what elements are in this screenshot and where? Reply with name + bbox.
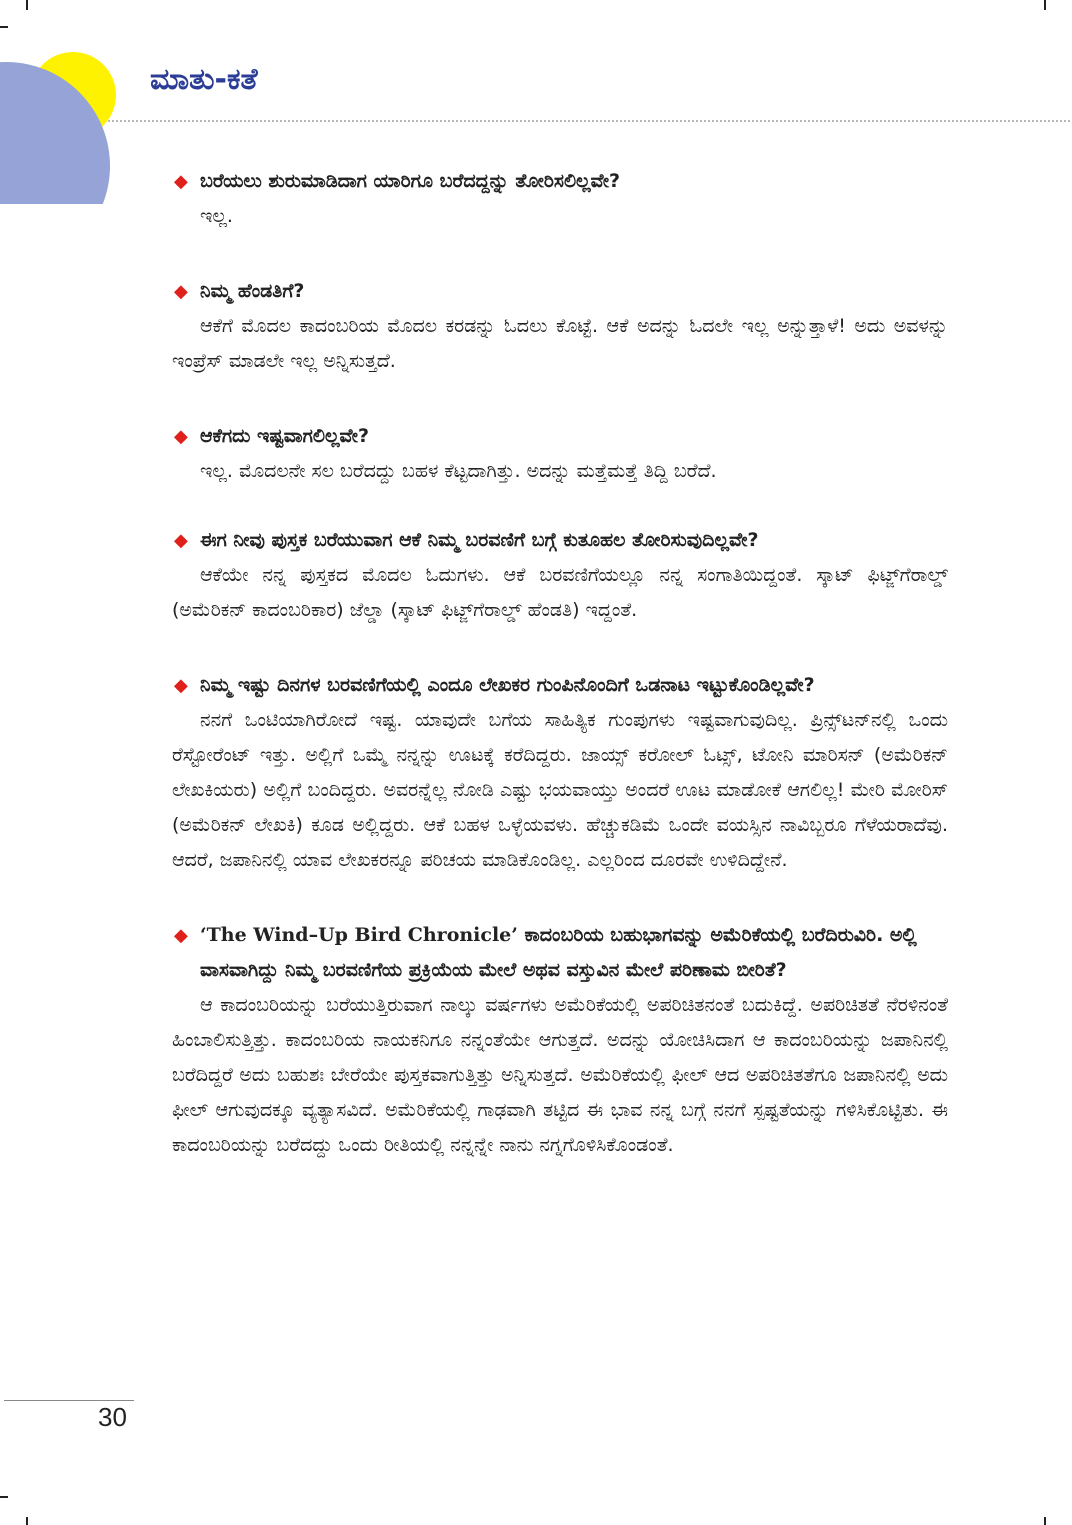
decorative-mask <box>0 204 130 294</box>
question <box>172 164 948 199</box>
question <box>172 523 948 558</box>
question-text: ಬರೆಯಲು ಶುರುಮಾಡಿದಾಗ ಯಾರಿಗೂ ಬರೆದದ್ದನ್ನು ತೋರಿಸಲಿಲ್ಲವೇ? <box>200 170 621 192</box>
answer: ಆಕೆಯೇ ನನ್ನ ಪುಸ್ತಕದ ಮೊದಲ ಓದುಗಳು. ಆಕೆ ಬರವಣಿಗೆಯಲ್ಲೂ ನನ್ನ ಸಂಗಾತಿಯಿದ್ದಂತೆ. ಸ್ಕಾಟ್ ಫಿಟ್ಜ್‌ಗೆರಾಲ್ಡ್ (ಅಮೆರಿಕನ್ ಕಾದಂಬರಿಕಾರ) ಜೆಲ್ಡಾ (ಸ್ಕಾಟ್ ಫಿಟ್ಜ್‌ಗೆರಾಲ್ಡ್ ಹೆಂಡತಿ) ಇದ್ದಂತೆ. <box>172 564 948 621</box>
header-divider <box>108 120 1070 122</box>
page-number: 30 <box>98 1402 127 1432</box>
crop-mark-top-left <box>26 0 28 10</box>
footer-divider <box>4 1400 134 1401</box>
question <box>172 274 948 309</box>
red-diamond-icon: ◆ <box>174 281 188 302</box>
page-title: ಮಾತು-ಕತೆ <box>150 62 258 97</box>
qa-block <box>172 274 948 379</box>
qa-block <box>172 668 948 878</box>
qa-block <box>172 523 948 628</box>
question <box>172 668 948 703</box>
red-diamond-icon: ◆ <box>174 925 188 946</box>
crop-mark-left-lower <box>0 1496 8 1498</box>
crop-mark-left-upper <box>0 26 8 28</box>
red-diamond-icon: ◆ <box>174 426 188 447</box>
answer: ಆಕೆಗೆ ಮೊದಲ ಕಾದಂಬರಿಯ ಮೊದಲ ಕರಡನ್ನು ಓದಲು ಕೊಟ್ಟೆ. ಆಕೆ ಅದನ್ನು ಓದಲೇ ಇಲ್ಲ ಅನ್ನುತ್ತಾಳೆ! ಅದು ಅವಳನ್ನು ಇಂಪ್ರೆಸ್ ಮಾಡಲೇ ಇಲ್ಲ ಅನ್ನಿಸುತ್ತದೆ. <box>172 315 948 372</box>
qa-block <box>172 419 948 489</box>
question <box>172 419 948 454</box>
red-diamond-icon: ◆ <box>174 530 188 551</box>
book-title: ‘The Wind–Up Bird Chronicle’ <box>200 924 518 946</box>
qa-block <box>172 164 948 234</box>
question-text: ಆಕೆಗದು ಇಷ್ಟವಾಗಲಿಲ್ಲವೇ? <box>200 425 370 447</box>
crop-mark-top-right <box>1044 0 1046 10</box>
interview-content <box>172 164 948 1203</box>
question <box>172 918 948 988</box>
question-text: ನಿಮ್ಮ ಇಷ್ಟು ದಿನಗಳ ಬರವಣಿಗೆಯಲ್ಲಿ ಎಂದೂ ಲೇಖಕರ ಗುಂಪಿನೊಂದಿಗೆ ಒಡನಾಟ ಇಟ್ಟುಕೊಂಡಿಲ್ಲವೇ? <box>200 674 815 696</box>
question-text: ಕಾದಂಬರಿಯ ಬಹುಭಾಗವನ್ನು ಅಮೆರಿಕೆಯಲ್ಲಿ ಬರೆದಿರುವಿರಿ. ಅಲ್ಲಿ ವಾಸವಾಗಿದ್ದು ನಿಮ್ಮ ಬರವಣಿಗೆಯ ಪ್ರಕ್ರಿಯೆಯ ಮೇಲೆ ಅಥವ ವಸ್ತುವಿನ ಮೇಲೆ ಪರಿಣಾಮ ಬೀರಿತೆ? <box>200 924 917 981</box>
crop-mark-bottom-left <box>26 1517 28 1525</box>
red-diamond-icon: ◆ <box>174 171 188 192</box>
answer: ಇಲ್ಲ. <box>200 205 233 227</box>
question-text: ಈಗ ನೀವು ಪುಸ್ತಕ ಬರೆಯುವಾಗ ಆಕೆ ನಿಮ್ಮ ಬರವಣಿಗೆ ಬಗ್ಗೆ ಕುತೂಹಲ ತೋರಿಸುವುದಿಲ್ಲವೇ? <box>200 529 759 551</box>
question-text: ನಿಮ್ಮ ಹೆಂಡತಿಗೆ? <box>200 280 305 302</box>
answer: ನನಗೆ ಒಂಟಿಯಾಗಿರೋದೆ ಇಷ್ಟ. ಯಾವುದೇ ಬಗೆಯ ಸಾಹಿತ್ಯಿಕ ಗುಂಪುಗಳು ಇಷ್ಟವಾಗುವುದಿಲ್ಲ. ಪ್ರಿನ್ಸ್‌ಟನ್‌ನಲ್ಲಿ ಒಂದು ರೆಸ್ಟೋರೆಂಟ್ ಇತ್ತು. ಅಲ್ಲಿಗೆ ಒಮ್ಮೆ ನನ್ನನ್ನು ಊಟಕ್ಕೆ ಕರೆದಿದ್ದರು. ಜಾಯ್ಸ್ ಕರೋಲ್ ಓಟ್ಸ್, ಟೋನಿ ಮಾರಿಸನ್ (ಅಮೆರಿಕನ್ ಲೇಖಕಿಯರು) ಅಲ್ಲಿಗೆ ಬಂದಿದ್ದರು. ಅವರನ್ನೆಲ್ಲ ನೋಡಿ ಎಷ್ಟು ಭಯವಾಯ್ತು ಅಂದರೆ ಊಟ ಮಾಡೋಕೆ ಆಗಲಿಲ್ಲ! ಮೇರಿ ಮೋರಿಸ್ (ಅಮೆರಿಕನ್ ಲೇಖಕಿ) ಕೂಡ ಅಲ್ಲಿದ್ದರು. ಆಕೆ ಬಹಳ ಒಳ್ಳೆಯವಳು. ಹೆಚ್ಚುಕಡಿಮೆ ಒಂದೇ ವಯಸ್ಸಿನ ನಾವಿಬ್ಬರೂ ಗೆಳೆಯರಾದೆವು. ಆದರೆ, ಜಪಾನಿನಲ್ಲಿ ಯಾವ ಲೇಖಕರನ್ನೂ ಪರಿಚಯ ಮಾಡಿಕೊಂಡಿಲ್ಲ. ಎಲ್ಲರಿಂದ ದೂರವೇ ಉಳಿದಿದ್ದೇನೆ. <box>172 709 948 871</box>
crop-mark-bottom-right <box>1044 1517 1046 1525</box>
red-diamond-icon: ◆ <box>174 675 188 696</box>
answer: ಇಲ್ಲ. ಮೊದಲನೇ ಸಲ ಬರೆದದ್ದು ಬಹಳ ಕೆಟ್ಟದಾಗಿತ್ತು. ಅದನ್ನು ಮತ್ತೆಮತ್ತೆ ತಿದ್ದಿ ಬರೆದೆ. <box>200 460 717 482</box>
qa-block <box>172 918 948 1163</box>
answer: ಆ ಕಾದಂಬರಿಯನ್ನು ಬರೆಯುತ್ತಿರುವಾಗ ನಾಲ್ಕು ವರ್ಷಗಳು ಅಮೆರಿಕೆಯಲ್ಲಿ ಅಪರಿಚಿತನಂತೆ ಬದುಕಿದ್ದೆ. ಅಪರಿಚಿತತೆ ನೆರಳಿನಂತೆ ಹಿಂಬಾಲಿಸುತ್ತಿತ್ತು. ಕಾದಂಬರಿಯ ನಾಯಕನಿಗೂ ನನ್ನಂತೆಯೇ ಆಗುತ್ತದೆ. ಅದನ್ನು ಯೋಚಿಸಿದಾಗ ಆ ಕಾದಂಬರಿಯನ್ನು ಜಪಾನಿನಲ್ಲಿ ಬರೆದಿದ್ದರೆ ಅದು ಬಹುಶಃ ಬೇರೆಯೇ ಪುಸ್ತಕವಾಗುತ್ತಿತ್ತು ಅನ್ನಿಸುತ್ತದೆ. ಅಮೆರಿಕೆಯಲ್ಲಿ ಫೀಲ್ ಆದ ಅಪರಿಚಿತತೆಗೂ ಜಪಾನಿನಲ್ಲಿ ಅದು ಫೀಲ್ ಆಗುವುದಕ್ಕೂ ವ್ಯತ್ಯಾಸವಿದೆ. ಅಮೆರಿಕೆಯಲ್ಲಿ ಗಾಢವಾಗಿ ತಟ್ಟಿದ ಈ ಭಾವ ನನ್ನ ಬಗ್ಗೆ ನನಗೆ ಸ್ಪಷ್ಟತೆಯನ್ನು ಗಳಿಸಿಕೊಟ್ಟಿತು. ಈ ಕಾದಂಬರಿಯನ್ನು ಬರೆದದ್ದು ಒಂದು ರೀತಿಯಲ್ಲಿ ನನ್ನನ್ನೇ ನಾನು ನಗ್ನಗೊಳಿಸಿಕೊಂಡಂತೆ. <box>172 994 948 1156</box>
